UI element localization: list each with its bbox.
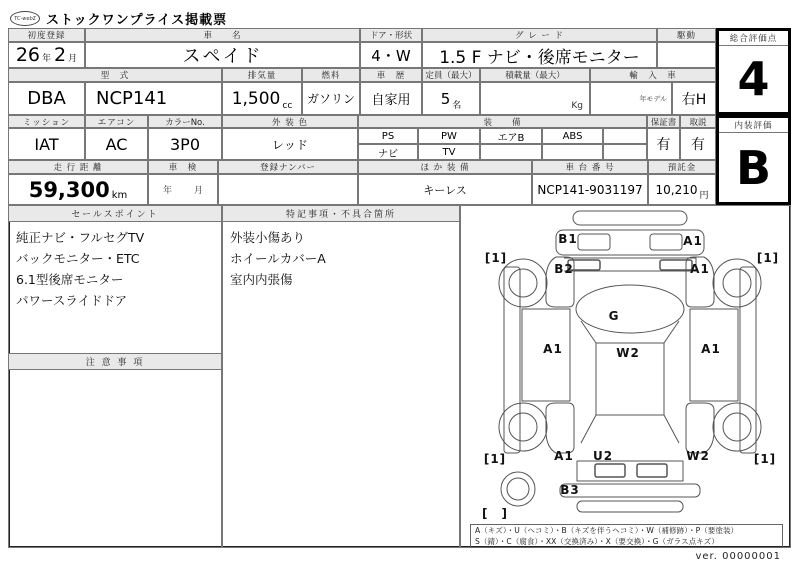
damage-label-a1-right-door: A1 (701, 342, 721, 356)
manual-label: 取説 (680, 115, 716, 128)
registration-no-value (218, 174, 358, 205)
exterior-color-value: レッド (222, 128, 358, 160)
other-equipment-label: ほ か 装 備 (358, 160, 532, 174)
mileage-value (8, 174, 148, 205)
left-sill-shape (504, 267, 520, 453)
overall-grade-label: 総合評価点 (719, 31, 788, 46)
door-shape-value: 4・W (360, 42, 422, 68)
rear-bumper-shape (577, 501, 683, 512)
equipment-cell-blank2 (480, 144, 542, 160)
other-equipment-value: キーレス (358, 174, 532, 205)
legend-line-2: S（錆）・C（腐食）・XX（交換済み）・X（要交換）・G（ガラス点キズ） (475, 536, 719, 546)
note-line: 外装小傷あり (230, 230, 306, 245)
car-name-value: スペイド (85, 42, 360, 68)
chassis-no-label: 車 台 番 号 (532, 160, 648, 174)
equipment-cell-airbag: エアB (480, 128, 542, 144)
rear-left-fender-shape (546, 403, 574, 453)
overall-grade-box (716, 28, 791, 115)
equipment-label: 装 備 (358, 115, 647, 128)
notes-list (222, 222, 460, 295)
equipment-cell-blank4 (603, 144, 647, 160)
grade-value: 1.5 F ナビ・後席モニター (422, 42, 657, 68)
sales-point-line: 純正ナビ・フルセグTV (16, 230, 145, 245)
exterior-color-label: 外 装 色 (222, 115, 358, 128)
damage-label-b3: B3 (560, 483, 580, 497)
capacity-unit: 名 (452, 101, 462, 111)
fuel-value: ガソリン (302, 82, 360, 115)
damage-label-b2: B2 (554, 262, 574, 276)
deposit-label: 預託金 (648, 160, 716, 174)
right-sill-shape (740, 267, 756, 453)
door-shape-label: ドア・形状 (360, 28, 422, 42)
displacement-label: 排気量 (222, 68, 302, 82)
front-bumper-shape (573, 211, 687, 225)
damage-label-w2-rear: W2 (686, 449, 710, 463)
damage-label-a1-hood: A1 (683, 234, 703, 248)
mileage-label: 走 行 距 離 (8, 160, 148, 174)
first-reg-month-unit: 月 (68, 54, 78, 64)
warranty-value: 有 (647, 128, 680, 160)
damage-label-a1-left-door: A1 (543, 342, 563, 356)
color-no-value: 3P0 (148, 128, 222, 160)
front-right-wheel-shape (713, 259, 761, 307)
damage-label-fl-wheel: [1] (484, 251, 508, 265)
aircon-label: エアコン (85, 115, 148, 128)
model-code-value: NCP141 (85, 82, 222, 115)
drive-label: 駆動 (657, 28, 716, 42)
model-code-prefix: DBA (8, 82, 85, 115)
color-no-label: カラーNo. (148, 115, 222, 128)
page-title: ストックワンプライス掲載票 (46, 13, 228, 28)
caution-header: 注 意 事 項 (8, 353, 222, 370)
chassis-no-value: NCP141-9031197 (532, 174, 648, 205)
sales-point-line: バックモニター・ETC (16, 251, 140, 266)
mileage-unit: km (111, 190, 128, 201)
inspection-value (148, 174, 218, 205)
equipment-cell-pw: PW (418, 128, 480, 144)
legend-line-1: A（キズ）・U（ヘコミ）・B（キズを伴うヘコミ）・W（補修跡）・P（要塗装） (475, 526, 739, 535)
mileage-number: 59,300 (28, 177, 110, 202)
grade-label: グ レ ー ド (422, 28, 657, 42)
capacity-number: 5 (440, 89, 451, 108)
damage-label-rr-wheel: [1] (753, 452, 777, 466)
front-left-wheel-shape (499, 259, 547, 307)
import-year-model: 年モデル (590, 82, 672, 115)
first-registration-label: 初度登録 (8, 28, 85, 42)
equipment-cell-ps: PS (358, 128, 418, 144)
displacement-unit: cc (282, 101, 293, 111)
equipment-cell-blank1 (603, 128, 647, 144)
history-value: 自家用 (360, 82, 422, 115)
damage-label-u2: U2 (592, 449, 614, 463)
damage-label-a1-fender: A1 (690, 262, 710, 276)
note-line: 室内内張傷 (230, 272, 293, 287)
deposit-number: 10,210 (655, 182, 698, 197)
sheet-header (10, 9, 227, 28)
windshield-shape (576, 285, 684, 333)
equipment-cell-blank3 (542, 144, 603, 160)
import-car-label: 輸 入 車 (590, 68, 716, 82)
tcweb-logo-icon: TC-webΣ (10, 11, 40, 26)
deposit-unit: 円 (699, 191, 709, 201)
damage-label-fr-wheel: [1] (756, 251, 780, 265)
displacement-value (222, 82, 302, 115)
inspection-month-unit: 月 (194, 186, 204, 196)
damage-label-a1-rear-quarter: A1 (554, 449, 574, 463)
model-code-label: 型 式 (8, 68, 222, 82)
displacement-number: 1,500 (231, 88, 281, 109)
aircon-value: AC (85, 128, 148, 160)
registration-no-label: 登録ナンバー (218, 160, 358, 174)
sales-points-list (8, 222, 222, 316)
load-value: Kg (480, 82, 590, 115)
fuel-label: 燃料 (302, 68, 360, 82)
import-handle-value: 右H (672, 82, 716, 115)
first-reg-year-unit: 年 (42, 54, 52, 64)
first-registration-value (8, 42, 85, 68)
sales-point-line: パワースライドドア (16, 293, 128, 308)
manual-value: 有 (680, 128, 716, 160)
interior-grade-box (716, 115, 791, 205)
load-label: 積載量（最大） (480, 68, 590, 82)
damage-label-rl-wheel: [1] (483, 452, 507, 466)
overall-grade-value: 4 (737, 52, 770, 106)
note-line: ホイールカバーA (230, 251, 326, 266)
car-name-label: 車 名 (85, 28, 360, 42)
notes-header: 特記事項・不具合箇所 (222, 205, 460, 222)
rear-right-wheel-shape (713, 403, 761, 451)
rear-right-fender-shape (686, 403, 714, 453)
deposit-value (648, 174, 716, 205)
capacity-value (422, 82, 480, 115)
damage-label-g: G (608, 309, 620, 323)
equipment-cell-navi: ナビ (358, 144, 418, 160)
sales-points-header: セールスポイント (8, 205, 222, 222)
interior-grade-value: B (735, 140, 772, 195)
capacity-label: 定員（最大） (422, 68, 480, 82)
first-reg-year: 26 (15, 44, 41, 66)
version-text: ver. 00000001 (695, 551, 781, 562)
damage-legend (470, 524, 783, 548)
damage-label-b1: B1 (558, 232, 578, 246)
spare-tire-shape (501, 472, 535, 506)
drive-value (657, 42, 716, 68)
equipment-cell-tv: TV (418, 144, 480, 160)
interior-grade-label: 内装評価 (719, 118, 788, 133)
transmission-label: ミッション (8, 115, 85, 128)
warranty-label: 保証書 (647, 115, 680, 128)
inspection-year-unit: 年 (162, 186, 172, 196)
damage-diagram (460, 205, 791, 548)
history-label: 車 歴 (360, 68, 422, 82)
equipment-cell-abs: ABS (542, 128, 603, 144)
rear-garnish-shape (560, 484, 700, 497)
first-reg-month: 2 (54, 44, 67, 66)
car-top-view-diagram (460, 205, 791, 521)
damage-label-spare: [ ] (482, 506, 508, 521)
inspection-label: 車 検 (148, 160, 218, 174)
transmission-value: IAT (8, 128, 85, 160)
sales-point-line: 6.1型後席モニター (16, 272, 124, 287)
rear-left-wheel-shape (499, 403, 547, 451)
damage-label-w2-roof: W2 (616, 346, 640, 360)
